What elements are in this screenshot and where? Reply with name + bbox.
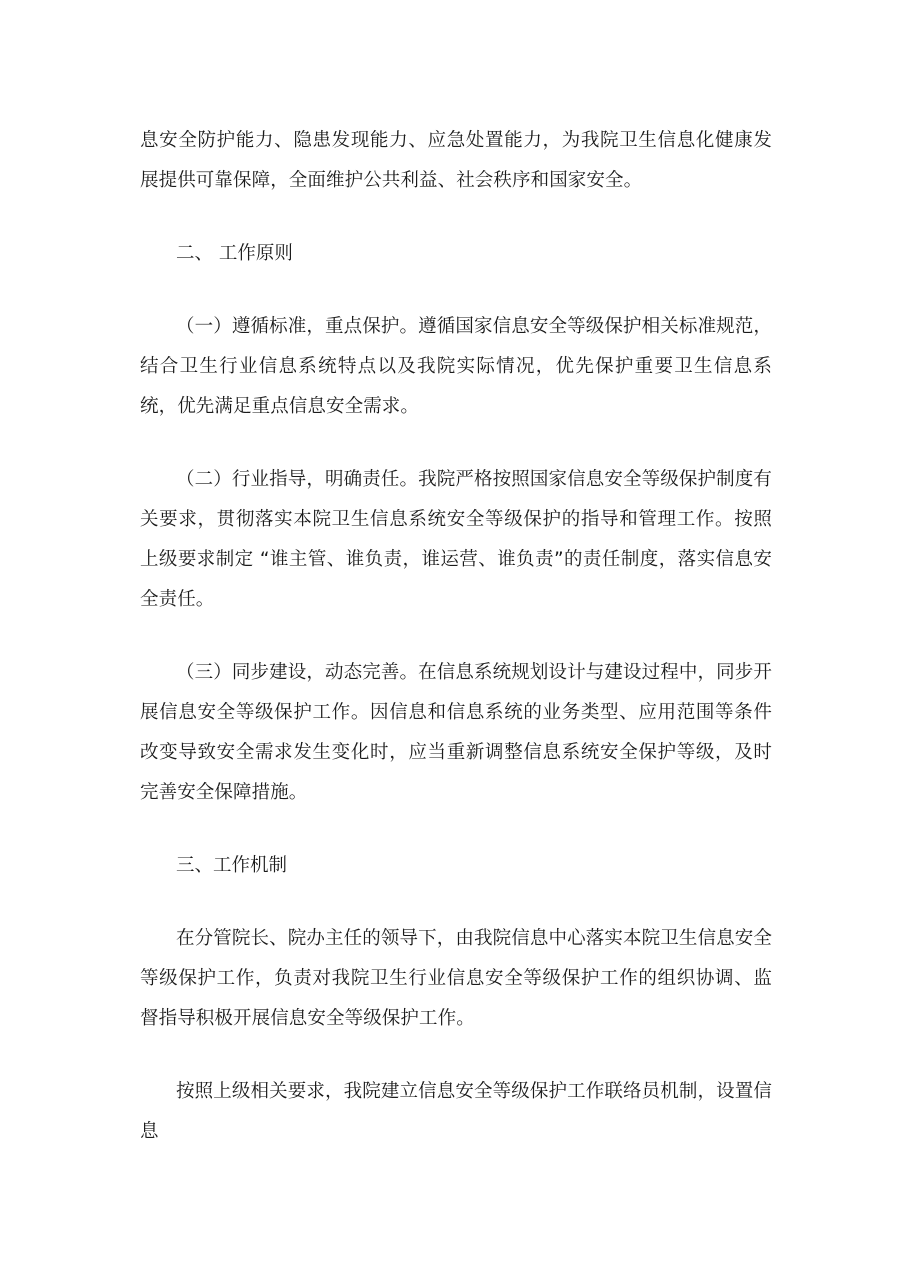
document-body bbox=[140, 121, 772, 1152]
paragraph-mechanism-1: 在分管院长、院办主任的领导下，由我院信息中心落实本院卫生信息安全等级保护工作，负责对我院卫生行业信息安全等级保护工作的组织协调、监督指导积极开展信息安全等级保护工作。 bbox=[140, 928, 772, 1029]
paragraph-principle-2: （二）行业指导，明确责任。我院严格按照国家信息安全等级保护制度有关要求，贯彻落实本院卫生信息系统安全等级保护的指导和管理工作。按照上级要求制定 “谁主管、谁负责，谁运营、谁负责”的责任制度，落实信息安全责任。 bbox=[140, 469, 772, 610]
paragraph-principle-1: （一）遵循标准，重点保护。遵循国家信息安全等级保护相关标准规范，结合卫生行业信息系统特点以及我院实际情况，优先保护重要卫生信息系统，优先满足重点信息安全需求。 bbox=[140, 316, 772, 417]
paragraph-continuation: 息安全防护能力、隐患发现能力、应急处置能力，为我院卫生信息化健康发展提供可靠保障，全面维护公共利益、社会秩序和国家安全。 bbox=[140, 130, 772, 191]
paragraph-principle-3: （三）同步建设，动态完善。在信息系统规划设计与建设过程中，同步开展信息安全等级保护工作。因信息和信息系统的业务类型、应用范围等条件改变导致安全需求发生变化时，应当重新调整信息系统安全保护等级，及时完善安全保障措施。 bbox=[140, 662, 772, 803]
section-heading-mechanism: 三、工作机制 bbox=[176, 855, 288, 876]
section-heading-principles: 二、 工作原则 bbox=[176, 243, 293, 264]
paragraph-mechanism-2: 按照上级相关要求，我院建立信息安全等级保护工作联络员机制，设置信息 bbox=[140, 1081, 772, 1142]
